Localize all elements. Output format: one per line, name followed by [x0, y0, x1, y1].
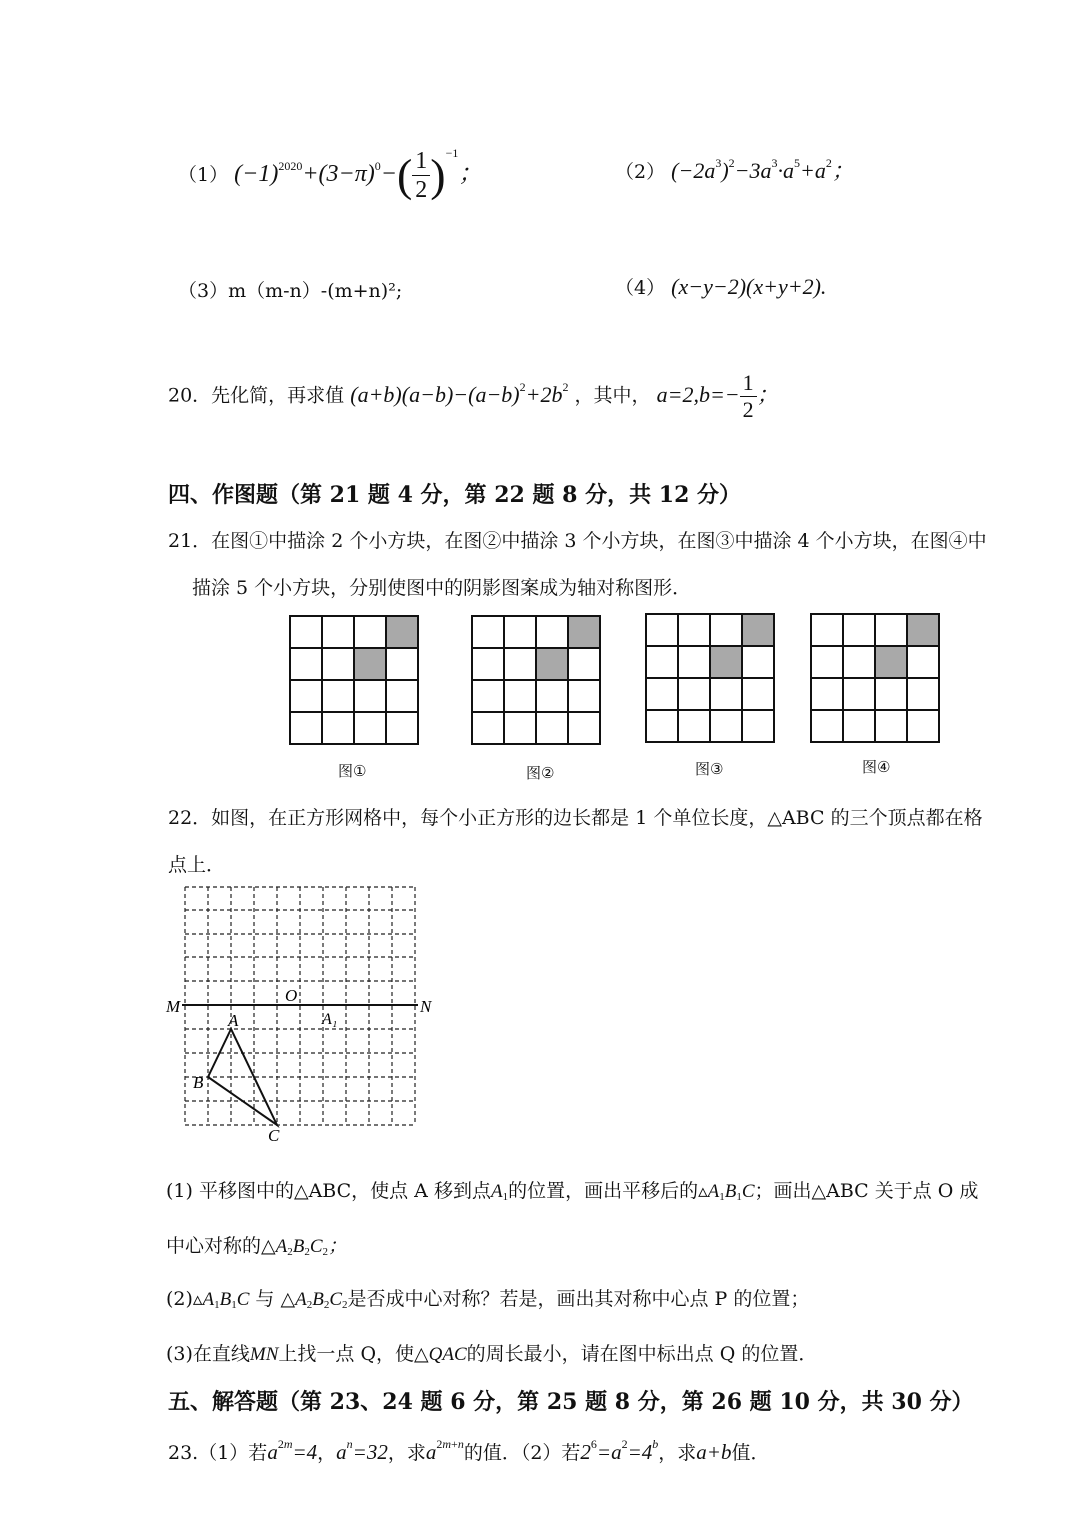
cell: [354, 680, 386, 712]
label-a: A: [228, 1011, 239, 1030]
label-m: M: [166, 997, 181, 1016]
shaded-cell: [742, 614, 774, 646]
figure-3-label: 图③: [695, 760, 724, 778]
shaded-cell: [354, 648, 386, 680]
cell: [678, 710, 710, 742]
shaded-cell: [386, 616, 418, 648]
q20-middle: ，其中，: [574, 384, 651, 407]
q19-part2-expr: $(-2a^3)^2-3a^3\cdot a^5+a^2$；: [671, 156, 854, 183]
grid-figure-2: [471, 615, 601, 745]
q23-sum: a+b: [696, 1440, 732, 1464]
cell: [322, 648, 354, 680]
cell: [472, 648, 504, 680]
cell: [646, 710, 678, 742]
cell: [710, 678, 742, 710]
cell: [290, 680, 322, 712]
cell: [646, 614, 678, 646]
label-o: O: [285, 986, 298, 1005]
q20-prefix: 20．先化简，再求值: [168, 384, 345, 407]
q22-line2: 点上．: [168, 854, 226, 876]
cell: [678, 646, 710, 678]
q22-part3-mn: MN: [249, 1344, 279, 1365]
q22-part2-text-b: 与: [255, 1288, 275, 1310]
q19-part4-label: （4）: [615, 277, 666, 299]
cell: [322, 680, 354, 712]
label-b: B: [193, 1073, 204, 1092]
cell: [811, 646, 843, 678]
q19-part4: [615, 273, 826, 300]
q20: [168, 372, 779, 421]
cell: [843, 646, 875, 678]
q22-part3: [166, 1339, 817, 1366]
cell: [386, 680, 418, 712]
q21-line1: 21．在图①中描涂 2 个小方块，在图②中描涂 3 个小方块，在图③中描涂 4 个小方块，在图④中: [168, 530, 987, 552]
cell: [536, 680, 568, 712]
q19-part1: [178, 146, 482, 202]
cell: [811, 614, 843, 646]
cell: [907, 710, 939, 742]
cell: [742, 646, 774, 678]
cell: [843, 710, 875, 742]
cell: [536, 712, 568, 744]
q22-part2-tri2: $\triangle A_2B_2C_2$: [280, 1289, 348, 1311]
q23-text-f: 值．: [731, 1442, 770, 1464]
q21-line2: 描涂 5 个小方块，分别使图中的阴影图案成为轴对称图形．: [192, 577, 692, 599]
cell: [843, 678, 875, 710]
cell: [843, 614, 875, 646]
label-a1: A₁: [322, 1011, 338, 1028]
cell: [290, 616, 322, 648]
q22-part3-qac: △QAC: [414, 1344, 467, 1365]
cell: [354, 712, 386, 744]
q22-part1-tri: $▵A_1B_1C$: [698, 1181, 755, 1203]
figure-4-label: 图④: [862, 758, 891, 776]
q22-part2-text-c: 是否成中心对称？若是，画出其对称中心点 P 的位置；: [347, 1288, 810, 1310]
cell: [504, 712, 536, 744]
cell: [290, 712, 322, 744]
grid-figure-1: [289, 615, 419, 745]
cell: [742, 710, 774, 742]
q22-part3-text-c: 的周长最小，请在图中标出点 Q 的位置．: [466, 1343, 818, 1365]
grid-figure-4: [810, 613, 940, 743]
q22-part1-line2-text: 中心对称的: [166, 1235, 262, 1257]
label-n: N: [420, 997, 432, 1016]
q19-part3: （3）m（m-n）-(m+n)²;: [178, 280, 403, 302]
figure-2-label: 图②: [526, 764, 555, 782]
cell: [536, 616, 568, 648]
shaded-cell: [710, 646, 742, 678]
cell: [811, 678, 843, 710]
q23-cond3: $2^6=a^2=4^b$: [580, 1437, 659, 1464]
q22-part1-text-a: (1) 平移图中的△ABC，使点 A 移到点: [166, 1180, 491, 1202]
cell: [386, 712, 418, 744]
q19-part1-expr: $(-1)^{2020}+(3-\pi)^0-$( $\frac{1}{2}$ )$^{-1}$；: [234, 146, 483, 203]
q23-text-c: ，求: [387, 1442, 426, 1464]
q22-part3-text-b: 上找一点 Q，使: [278, 1343, 415, 1365]
q22-part3-text-a: (3)在直线: [166, 1343, 250, 1365]
grid-figure-3: [645, 613, 775, 743]
cell: [504, 680, 536, 712]
q22-part1-line1: [166, 1176, 978, 1203]
shaded-cell: [536, 648, 568, 680]
cell: [504, 616, 536, 648]
q23-cond1: $a^{2m}=4$: [267, 1437, 318, 1464]
section4-heading: 四、作图题（第 21 题 4 分，第 22 题 8 分，共 12 分）: [168, 482, 742, 508]
q23-text-d: 的值．（2）若: [463, 1442, 581, 1464]
cell: [907, 646, 939, 678]
cell: [568, 648, 600, 680]
figure-1-label: 图①: [338, 762, 367, 780]
cell: [710, 710, 742, 742]
cell: [811, 710, 843, 742]
q19-part2: [615, 154, 854, 185]
shaded-cell: [907, 614, 939, 646]
q22-part2: [166, 1284, 809, 1311]
cell: [568, 680, 600, 712]
shaded-cell: [875, 646, 907, 678]
q20-values: a=2,b=− $\frac{1}{2}$ ；: [656, 370, 779, 422]
q22-part1-text-b: 的位置，画出平移后的: [508, 1180, 699, 1202]
cell: [290, 648, 322, 680]
cell: [875, 614, 907, 646]
cell: [678, 678, 710, 710]
q22-part1-a1: $A_1$: [490, 1181, 509, 1203]
q22-part1-tri2: $\triangle A_2B_2C_2$；: [261, 1236, 348, 1258]
cell: [322, 616, 354, 648]
cell: [322, 712, 354, 744]
label-c: C: [268, 1126, 280, 1145]
q19-part4-expr: (x−y−2)(x+y+2).: [671, 274, 827, 299]
q23-cond2: $a^n=32$: [336, 1437, 388, 1464]
cell: [875, 678, 907, 710]
cell: [568, 712, 600, 744]
q22-part2-tri1: $▵A_1B_1C$: [192, 1289, 250, 1311]
cell: [907, 678, 939, 710]
cell: [646, 646, 678, 678]
q23-text-b: ，: [317, 1442, 337, 1464]
grid-diagram: [160, 878, 440, 1148]
q22-part1-text-c: ；画出△ABC 关于点 O 成: [754, 1180, 979, 1202]
cell: [472, 680, 504, 712]
cell: [710, 614, 742, 646]
cell: [472, 616, 504, 648]
cell: [354, 616, 386, 648]
q23-target: $a^{2m+n}$: [425, 1437, 464, 1464]
cell: [742, 678, 774, 710]
cell: [678, 614, 710, 646]
q19-part2-label: （2）: [615, 161, 666, 183]
cell: [472, 712, 504, 744]
shaded-cell: [568, 616, 600, 648]
q20-expr: $(a+b)(a-b)-(a-b)^2+2b^2$: [350, 379, 569, 407]
cell: [504, 648, 536, 680]
q23-text-a: 23.（1）若: [168, 1442, 268, 1464]
q22-part2-text-a: (2): [166, 1288, 193, 1310]
q19-part1-label: （1）: [178, 164, 229, 186]
q22-line1: 22．如图，在正方形网格中，每个小正方形的边长都是 1 个单位长度，△ABC 的三个顶点都在格: [168, 807, 983, 829]
cell: [875, 710, 907, 742]
section5-heading: 五、解答题（第 23、24 题 6 分，第 25 题 8 分，第 26 题 10 分，共 30 分）: [168, 1389, 974, 1415]
q23-text-e: ，求: [658, 1442, 697, 1464]
cell: [646, 678, 678, 710]
q22-part1-line2: [166, 1231, 347, 1258]
q23: [168, 1437, 769, 1465]
cell: [386, 648, 418, 680]
